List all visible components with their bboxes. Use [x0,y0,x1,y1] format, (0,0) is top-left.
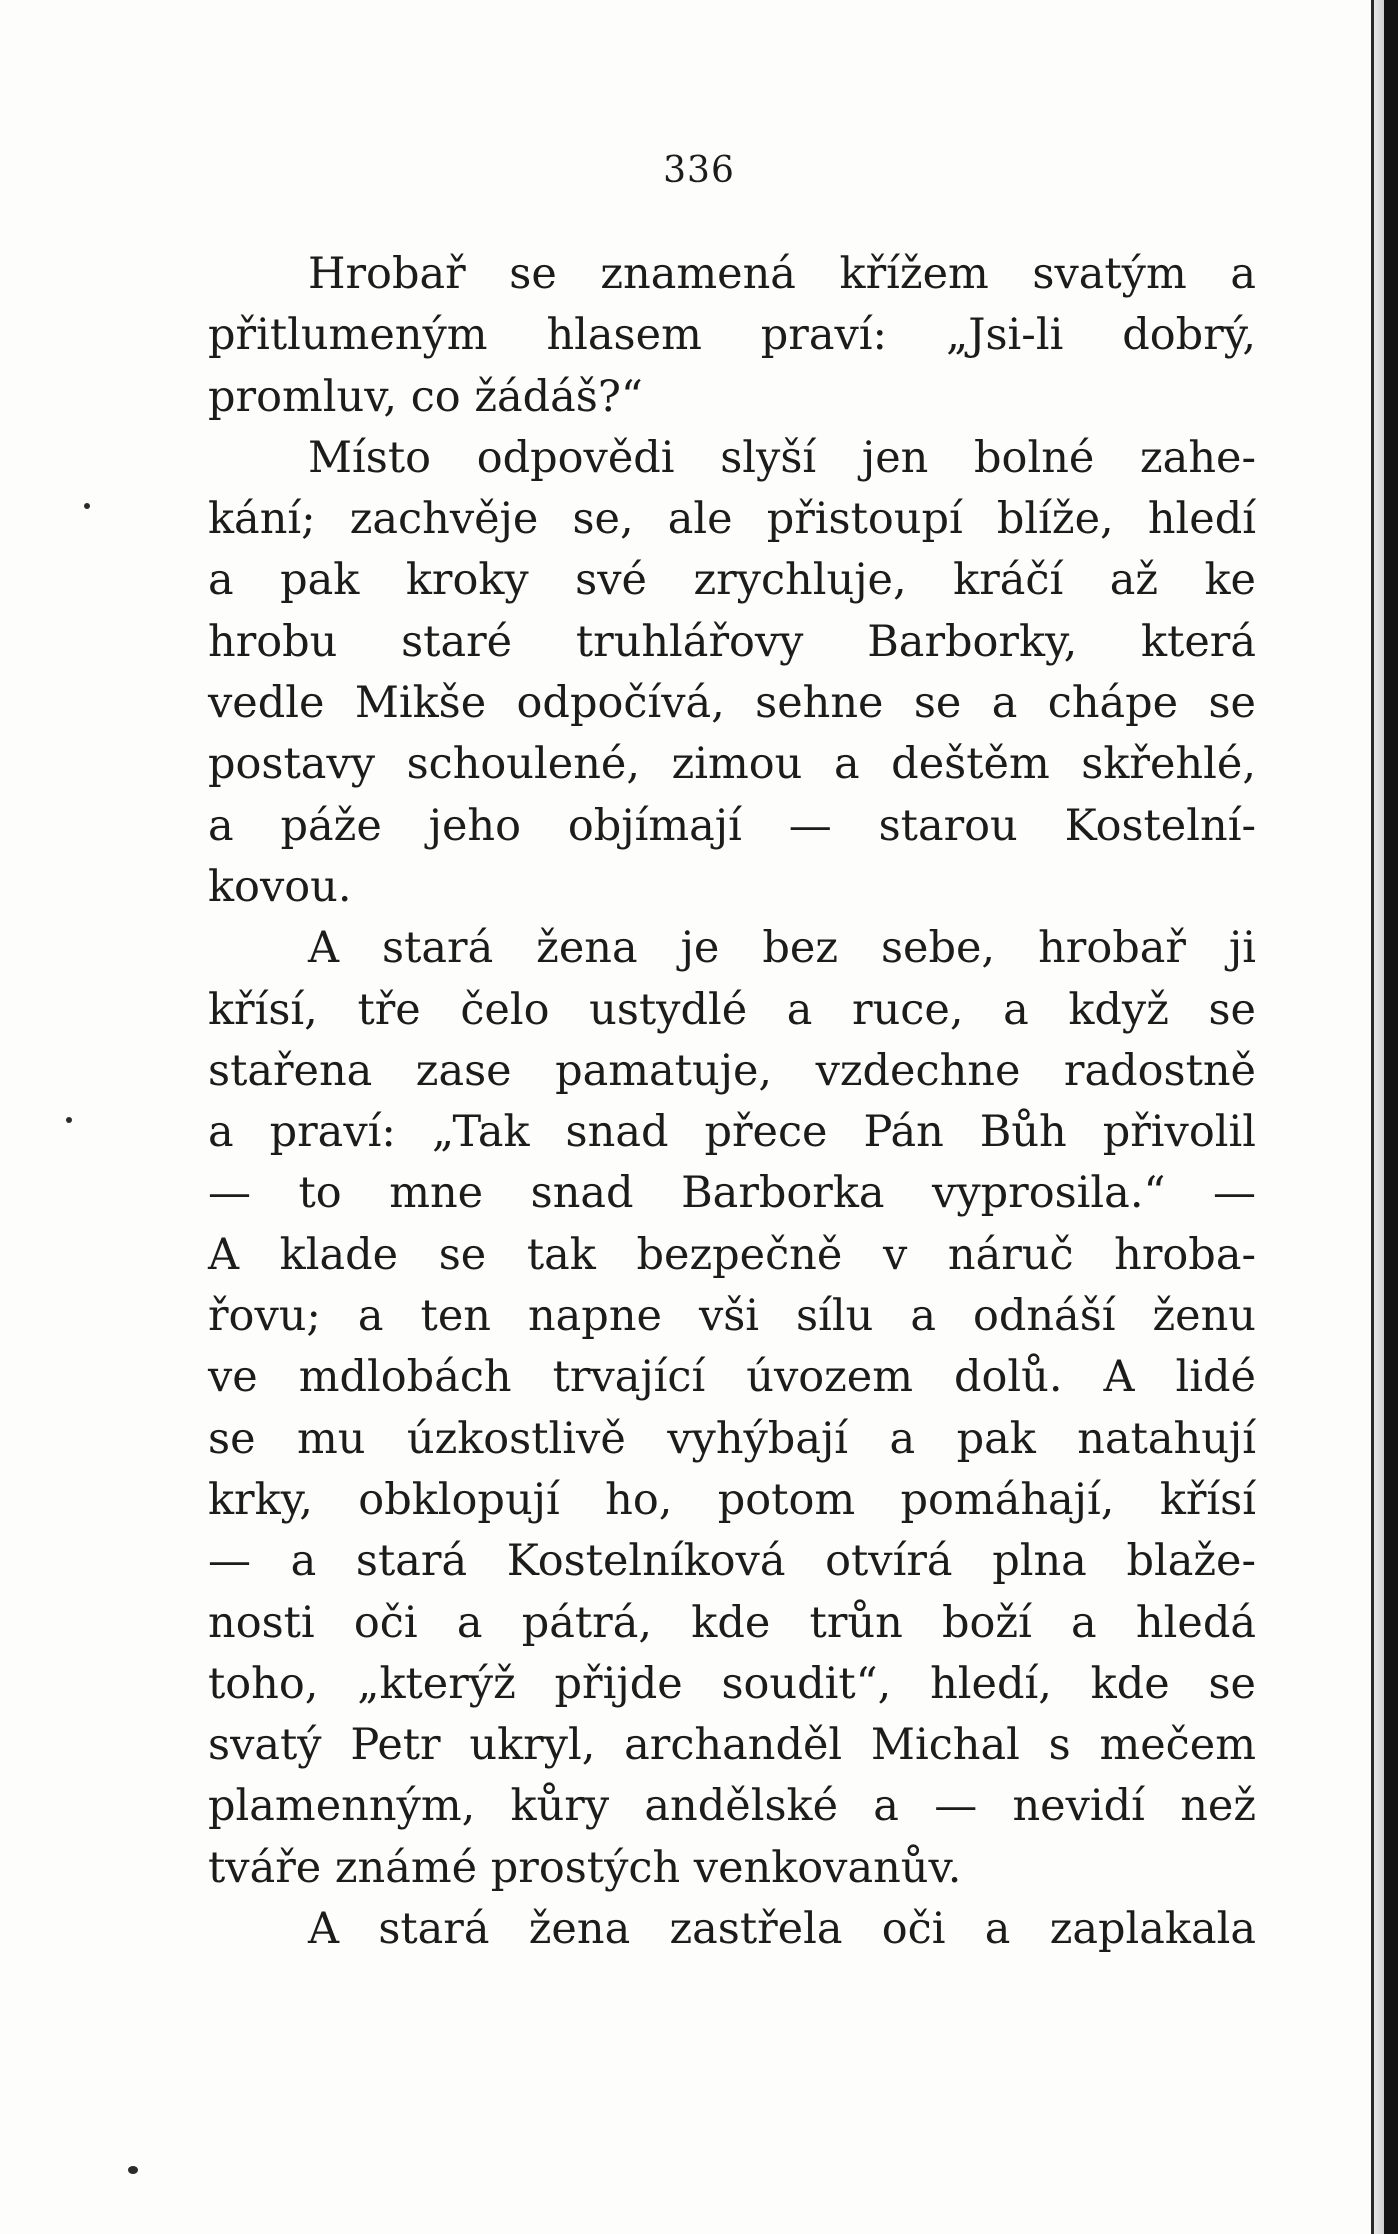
page-edge-shade [1374,0,1384,2234]
text-line: plamenným, kůry andělské a — nevidí než [208,1781,1256,1832]
text-line: A klade se tak bezpečně v náruč hroba- [208,1229,1256,1280]
text-line: vedle Mikše odpočívá, sehne se a chápe se [208,678,1256,729]
text-line: se mu úzkostlivě vyhýbají a pak natahují [208,1413,1256,1464]
text-line: krky, obklopují ho, potom pomáhají, křísí [208,1474,1256,1525]
text-line: A stará žena je bez sebe, hrobař ji [308,923,1256,974]
text-line: promluv, co žádáš?“ [208,371,643,422]
text-line: — to mne snad Barborka vyprosila.“ — [208,1168,1256,1219]
text-line: postavy schoulené, zimou a deštěm skřehlé, [208,739,1256,790]
text-line: — a stará Kostelníková otvírá plna blaže- [208,1536,1256,1587]
text-line: svatý Petr ukryl, archanděl Michal s mečem [208,1720,1256,1771]
page-edge-border [1384,0,1398,2234]
text-line: kovou. [208,861,352,912]
page-edge-line [1371,0,1374,2234]
page-number: 336 [663,150,735,191]
text-line: Místo odpovědi slyší jen bolné zahe- [308,432,1256,483]
text-line: křísí, tře čelo ustydlé a ruce, a když se [208,984,1256,1035]
scan-speck [66,1117,72,1123]
scan-speck [128,2166,138,2174]
body-text [208,244,1256,1960]
text-line: a pak kroky své zrychluje, kráčí až ke [208,555,1256,606]
text-line: toho, „kterýž přijde soudit“, hledí, kde se [208,1658,1256,1709]
text-line: kání; zachvěje se, ale přistoupí blíže, hledí [208,494,1256,545]
text-line: přitlumeným hlasem praví: „Jsi-li dobrý, [208,310,1256,361]
text-line: řovu; a ten napne vši sílu a odnáší ženu [208,1291,1256,1342]
text-line: Hrobař se znamená křížem svatým a [308,249,1256,299]
text-line: hrobu staré truhlářovy Barborky, která [208,616,1256,667]
scan-speck [84,503,90,509]
text-line: tváře známé prostých venkovanův. [208,1842,962,1893]
text-line: ve mdlobách trvající úvozem dolů. A lidé [208,1352,1256,1403]
text-line: a praví: „Tak snad přece Pán Bůh přivolil [208,1107,1256,1158]
text-line: stařena zase pamatuje, vzdechne radostně [208,1045,1256,1096]
text-line: nosti oči a pátrá, kde trůn boží a hledá [208,1597,1256,1648]
text-line: a páže jeho objímají — starou Kostelní- [208,800,1256,851]
text-line: A stará žena zastřela oči a zaplakala [308,1904,1256,1955]
